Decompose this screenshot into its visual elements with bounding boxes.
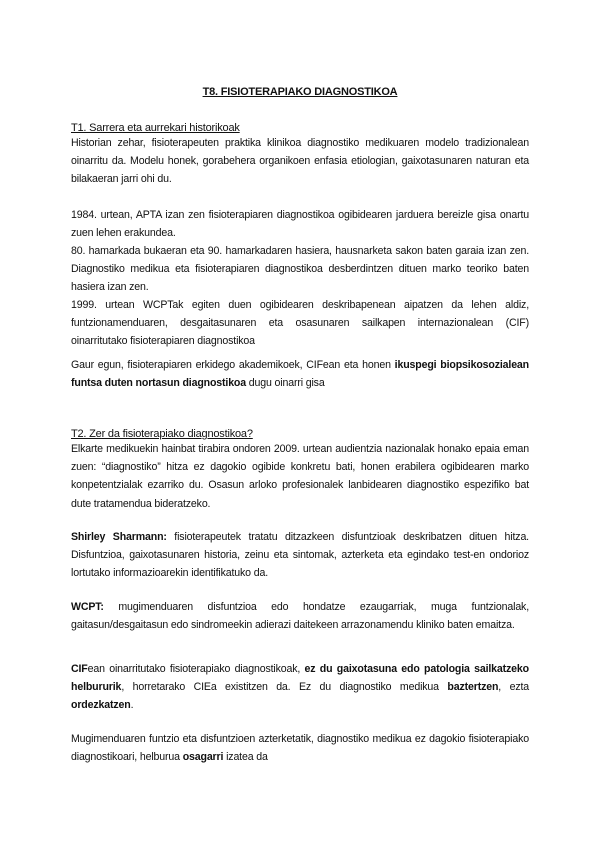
bold-text-run: ez du gaixotasuna edo patologia sailkatzeko helbururik: [71, 663, 529, 694]
text-run: .: [130, 699, 134, 712]
text-run: , ezta: [498, 681, 530, 694]
bold-text-run: ikuspegi biopsikosozialean funtsa duten nortasun diagnostikoa: [71, 359, 529, 390]
section1-paragraph-1: Historian zehar, fisioterapeuten praktika klinikoa diagnostiko medikuaren modelo tradizionalean oinarritu da. Modelu honek, gorabehera organikoen enfasia etiologian, gaixotasunaren naturan eta bilakaeran jarri ohi du.: [71, 137, 529, 186]
text-run: fisioterapeutek tratatu ditzazkeen disfuntzioak deskribatzen dituen hitza. Disfuntzioa, gaixotasunaren historia, zeinu eta sintomak, azterketa eta egindako test-en ondorioz lortutako informazioarekin identifikatuko da.: [71, 531, 529, 580]
bold-text-run: WCPT:: [71, 601, 104, 613]
section2-paragraph-1: Elkarte medikuekin hainbat tirabira ondoren 2009. urtean audientzia nazionalak honako epaia eman zuen: “diagnostiko” hitza ez dagokio ogibide konkretu bati, honen erabilera ogibidearen marko konpetentzialak ezarriko du. Osasun arloko profesionalek lanbidearen diagnostiko espezifiko bat dute tratamendua bideratzeko.: [71, 443, 529, 510]
bold-text-run: osagarri: [182, 751, 224, 764]
page-title: T8. FISIOTERAPIAKO DIAGNOSTIKOA: [202, 86, 398, 98]
section1-paragraph-2: 1984. urtean, APTA izan zen fisioterapiaren diagnostikoa ogibidearen jarduera bereizle gisa onartu zuen lehen erakundea.: [71, 209, 529, 240]
section2-paragraph-4: [71, 660, 529, 715]
text-run: , horretarako CIEa existitzen da. Ez du diagnostiko medikua: [121, 681, 448, 694]
section2-paragraph-2: [71, 528, 529, 583]
section2-paragraph-5: [71, 730, 529, 766]
bold-text-run: baztertzen: [447, 681, 499, 694]
text-run: Gaur egun, fisioterapiaren erkidego akademikoek, CIFean eta honen: [71, 359, 395, 371]
bold-text-run: Shirley Sharmann:: [71, 531, 167, 543]
text-run: dugu oinarri gisa: [246, 377, 325, 390]
text-run: Mugimenduaren funtzio eta disfuntzioen azterketatik, diagnostiko medikua ez dagokio fisioterapiako diagnostikoari, helburua: [71, 733, 529, 764]
bold-text-run: ordezkatzen: [71, 699, 131, 712]
text-run: izatea da: [223, 751, 268, 764]
section2-heading: T2. Zer da fisioterapiako diagnostikoa?: [71, 428, 253, 440]
section2-paragraph-3: [71, 598, 529, 634]
section1-paragraph-5: [71, 356, 529, 392]
section1-heading: T1. Sarrera eta aurrekari historikoak: [71, 122, 240, 134]
section1-paragraph-4: 1999. urtean WCPTak egiten duen ogibidearen deskribapenean aipatzen da lehen aldiz, funtzionamenduaren, desgaitasunaren eta osasunaren sailkapen internazionalean (CIF) oinarritutako fisioterapiaren diagnostikoa: [71, 299, 529, 348]
bold-text-run: CIF: [71, 663, 88, 675]
text-run: ean oinarritutako fisioterapiako diagnostikoak,: [87, 663, 305, 675]
section1-paragraph-3: 80. hamarkada bukaeran eta 90. hamarkadaren hasiera, hausnarketa sakon baten garaia izan zen. Diagnostiko medikua eta fisioterapiaren diagnostikoa desberdintzen dituen marko teoriko baten hasiera izan zen.: [71, 245, 529, 294]
text-run: mugimenduaren disfuntzioa edo hondatze ezaugarriak, muga funtzionalak, gaitasun/desgaitasun edo sindromeekin adierazi daitekeen arrazonamendu kliniko baten emaitza.: [71, 601, 529, 632]
